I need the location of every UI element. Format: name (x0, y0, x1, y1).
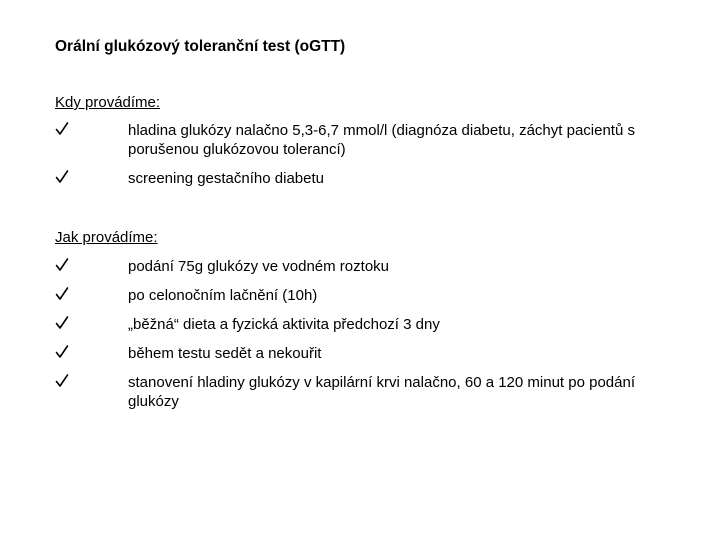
list-item (55, 169, 675, 188)
list-item (55, 121, 675, 159)
list-item-text: po celonočním lačnění (10h) (128, 287, 318, 304)
check-mark-icon (55, 257, 71, 276)
list-item (55, 315, 675, 334)
bullet-list-when (55, 121, 675, 198)
slide-title: Orální glukózový toleranční test (oGTT) (55, 38, 346, 55)
list-item (55, 373, 675, 411)
list-item (55, 344, 675, 363)
list-item (55, 286, 675, 305)
list-item-text: podání 75g glukózy ve vodném roztoku (128, 258, 389, 275)
list-item-text: během testu sedět a nekouřit (128, 345, 322, 362)
list-item (55, 257, 675, 276)
bullet-list-how (55, 257, 675, 421)
list-item-text: „běžná“ dieta a fyzická aktivita předchozí 3 dny (128, 316, 440, 333)
list-item-text: stanovení hladiny glukózy v kapilární krvi nalačno, 60 a 120 minut po podání glukózy (128, 374, 635, 410)
list-item-text: screening gestačního diabetu (128, 170, 324, 187)
list-item-text: hladina glukózy nalačno 5,3-6,7 mmol/l (diagnóza diabetu, záchyt pacientů s porušenou glukózovou tolerancí) (128, 122, 635, 158)
check-mark-icon (55, 286, 71, 305)
section-heading-when: Kdy provádíme: (55, 94, 161, 111)
check-mark-icon (55, 169, 71, 188)
check-mark-icon (55, 121, 71, 140)
check-mark-icon (55, 344, 71, 363)
section-heading-how: Jak provádíme: (55, 229, 158, 246)
check-mark-icon (55, 373, 71, 392)
check-mark-icon (55, 315, 71, 334)
